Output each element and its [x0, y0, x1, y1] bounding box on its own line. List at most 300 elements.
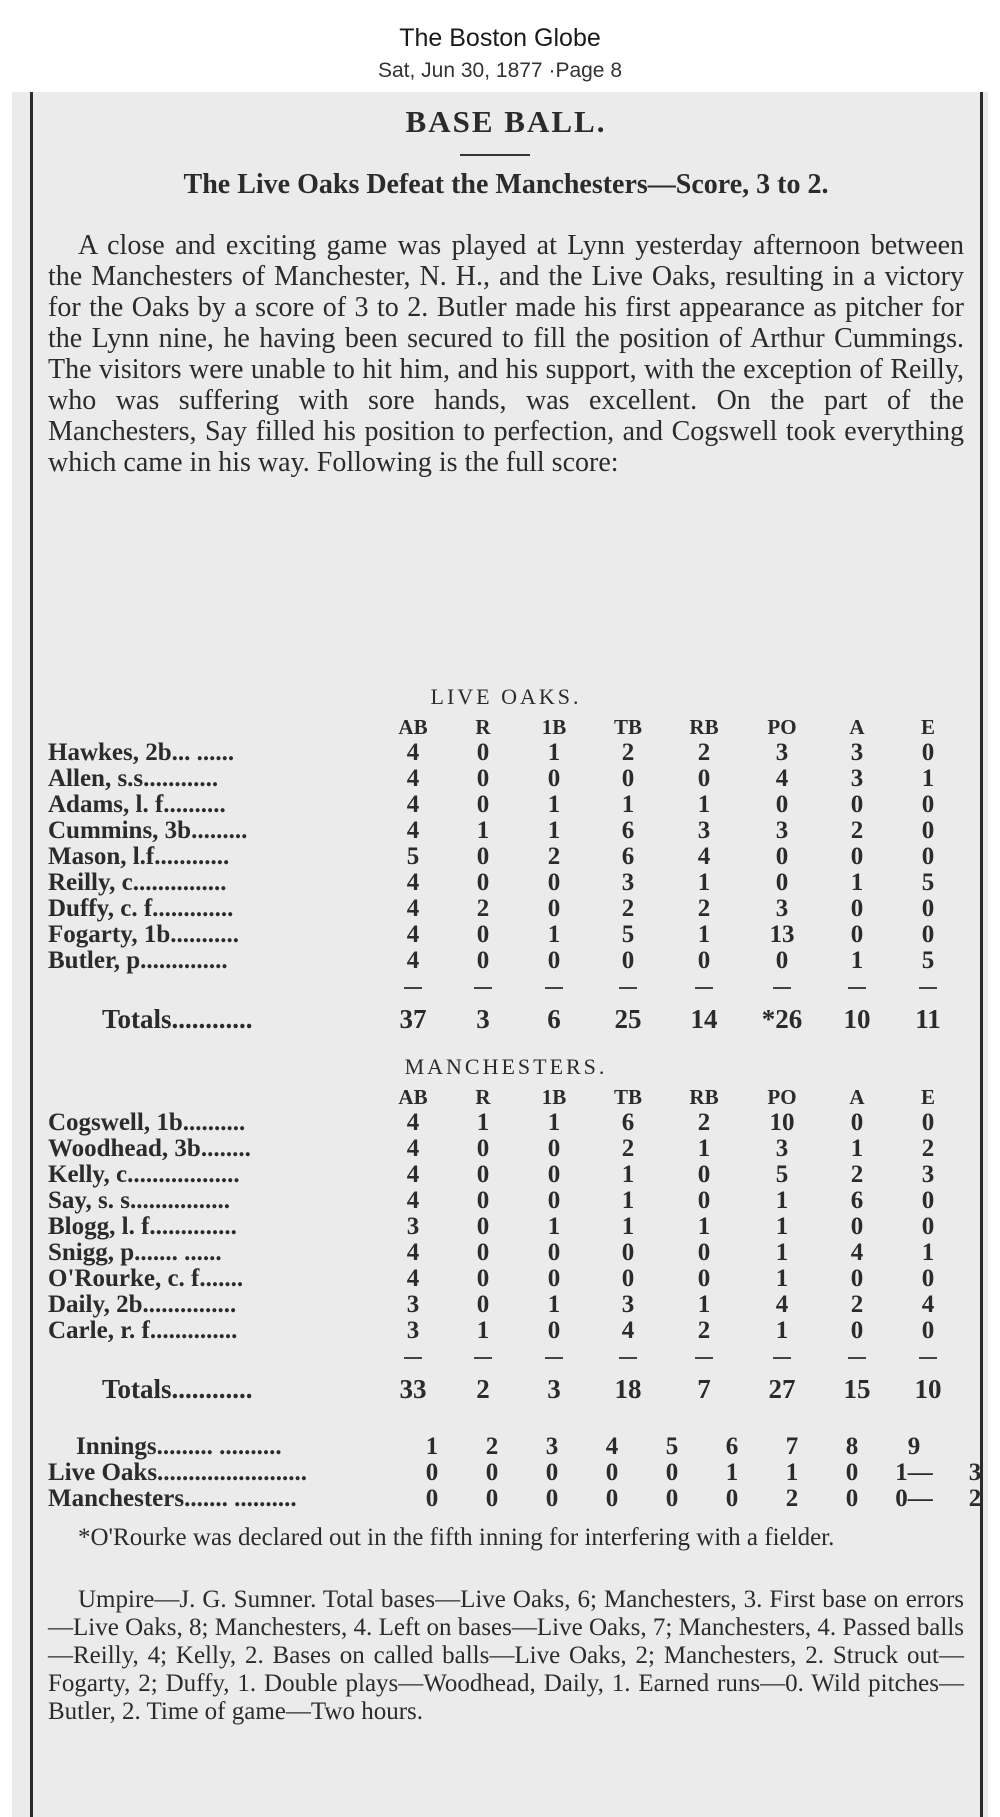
stat-cell: 0 — [547, 1162, 561, 1188]
stat-cell: 6 — [621, 818, 635, 844]
player-row — [48, 1188, 964, 1214]
stat-cell: 0 — [697, 1188, 711, 1214]
inning-cell: 2 — [968, 1486, 982, 1512]
stat-cell: 0 — [850, 792, 864, 818]
dash-mark — [545, 987, 563, 989]
column-header-blank — [48, 1084, 378, 1110]
column-header: TB — [613, 715, 642, 739]
stat-cell: 2 — [476, 896, 490, 922]
player-row — [48, 844, 964, 870]
stat-cell: 0 — [850, 1266, 864, 1292]
stat-cell: 1 — [697, 1136, 711, 1162]
dash-mark — [545, 1357, 563, 1359]
stat-cell: 0 — [621, 948, 635, 974]
player-name: Cummins, 3b......... — [48, 818, 248, 844]
stat-cell: 0 — [697, 1162, 711, 1188]
column-header: TB — [613, 1085, 642, 1109]
inning-cell: 1 — [785, 1460, 799, 1486]
inning-cell: 2 — [785, 1486, 799, 1512]
stat-cell: 0 — [476, 766, 490, 792]
stat-cell: 0 — [921, 844, 935, 870]
stat-cell: 1 — [697, 1214, 711, 1240]
dash-cell — [666, 1344, 742, 1370]
dash-mark — [695, 1357, 713, 1359]
stat-cell: 1 — [850, 948, 864, 974]
inning-cell: 3 — [968, 1460, 982, 1486]
inning-cell: 0 — [425, 1486, 439, 1512]
dash-mark — [474, 987, 492, 989]
inning-cell: 0— — [895, 1486, 933, 1512]
player-name: Reilly, c............... — [48, 870, 227, 896]
stat-cell: 0 — [547, 1240, 561, 1266]
dash-mark — [773, 1357, 791, 1359]
footnote-text: *O'Rourke was declared out in the fifth inning for interfering with a fielder. — [78, 1524, 835, 1551]
stat-cell: 4 — [406, 818, 420, 844]
inning-cell: 9 — [907, 1434, 921, 1460]
stat-cell: 6 — [850, 1188, 864, 1214]
stat-cell: 5 — [921, 948, 935, 974]
game-summary — [48, 1586, 964, 1726]
stat-cell: 0 — [547, 948, 561, 974]
dash-mark — [619, 1357, 637, 1359]
dash-cell — [378, 974, 448, 1000]
stat-cell: 0 — [547, 1188, 561, 1214]
totals-label: Totals............ — [102, 1004, 253, 1032]
totals-cell: 11 — [915, 1004, 941, 1032]
stat-cell: 5 — [621, 922, 635, 948]
manchesters-line-row — [48, 1486, 1000, 1512]
inning-cell: 1— — [895, 1460, 933, 1486]
player-name: Say, s. s................ — [48, 1188, 230, 1214]
player-row — [48, 1318, 964, 1344]
stat-cell: 0 — [850, 844, 864, 870]
live-oaks-line-row — [48, 1460, 1000, 1486]
totals-cell: 33 — [399, 1374, 427, 1402]
column-header: RB — [689, 1085, 719, 1109]
column-header: A — [849, 715, 865, 739]
stat-cell: 4 — [697, 844, 711, 870]
dash-cell — [892, 974, 964, 1000]
stat-cell: 1 — [921, 766, 935, 792]
live-oaks-line-label: Live Oaks........................ — [48, 1460, 308, 1486]
dash-mark — [404, 1357, 422, 1359]
dash-row — [48, 1344, 964, 1370]
inning-cell: 0 — [845, 1486, 859, 1512]
stat-cell: 0 — [850, 1214, 864, 1240]
column-header: R — [475, 1085, 491, 1109]
stat-cell: 0 — [621, 1240, 635, 1266]
publication-title: The Boston Globe — [399, 24, 601, 52]
column-header-row — [48, 1084, 964, 1110]
column-header: AB — [398, 715, 428, 739]
inning-cell: 2 — [485, 1434, 499, 1460]
article-headline: BASE BALL. — [405, 104, 607, 139]
footnote — [48, 1524, 964, 1552]
stat-cell: 2 — [621, 896, 635, 922]
column-header: PO — [767, 1085, 797, 1109]
column-header-blank — [48, 714, 378, 740]
article-paragraph: A close and exciting game was played at Lynn yesterday afternoon between the Manchesters of Manchester, N. H., and the Live Oaks, resulting in a victory for the Oaks by a score of 3 to 2. Butler made his first appearance as pitcher for the Lynn nine, he having been secured to fill the position of Arthur Cummings. The visitors were unable to hit him, and his support, with the exception of Reilly, who was suffering with sore hands, was excellent. On the part of the Manchesters, Say filled his position to perfection, and Cogswell took everything which came in his way. Following is the full score: — [48, 230, 964, 478]
stat-cell: 2 — [697, 1110, 711, 1136]
stat-cell: 0 — [921, 1318, 935, 1344]
article-subhead: The Live Oaks Defeat the Manchesters—Score, 3 to 2. — [183, 169, 829, 200]
stat-cell: 1 — [850, 1136, 864, 1162]
column-header: PO — [767, 715, 797, 739]
inning-cell: 8 — [845, 1434, 859, 1460]
stat-cell: 4 — [406, 870, 420, 896]
stat-cell: 0 — [850, 1318, 864, 1344]
column-header: E — [920, 715, 935, 739]
inning-cell: 0 — [725, 1486, 739, 1512]
stat-cell: 2 — [621, 1136, 635, 1162]
column-header: A — [849, 1085, 865, 1109]
player-row — [48, 1162, 964, 1188]
stat-cell: 4 — [406, 1266, 420, 1292]
column-rule-left — [30, 92, 33, 1817]
column-header: RB — [689, 715, 719, 739]
stat-cell: 1 — [547, 818, 561, 844]
stat-cell: 4 — [406, 1162, 420, 1188]
stat-cell: 0 — [476, 844, 490, 870]
totals-cell: 14 — [690, 1004, 718, 1032]
player-name: Butler, p.............. — [48, 948, 228, 974]
player-name: Cogswell, 1b.......... — [48, 1110, 246, 1136]
player-row — [48, 818, 964, 844]
stat-cell: 0 — [547, 1136, 561, 1162]
dash-cell — [822, 974, 892, 1000]
stat-cell: 4 — [406, 896, 420, 922]
player-name: Duffy, c. f............. — [48, 896, 234, 922]
stat-cell: 1 — [547, 1292, 561, 1318]
totals-cell: 6 — [547, 1004, 561, 1032]
stat-cell: 3 — [406, 1292, 420, 1318]
stat-cell: 1 — [621, 1162, 635, 1188]
stat-cell: 1 — [850, 870, 864, 896]
stat-cell: 5 — [775, 1162, 789, 1188]
stat-cell: 1 — [476, 1110, 490, 1136]
totals-cell: 3 — [547, 1374, 561, 1402]
inning-cell: 0 — [845, 1460, 859, 1486]
dash-mark — [919, 1357, 937, 1359]
stat-cell: 4 — [406, 922, 420, 948]
inning-cell: 3 — [545, 1434, 559, 1460]
stat-cell: 1 — [547, 1214, 561, 1240]
dash-mark — [619, 987, 637, 989]
stat-cell: 6 — [621, 844, 635, 870]
inning-cell: 0 — [665, 1460, 679, 1486]
totals-cell: 37 — [399, 1004, 427, 1032]
page-header — [0, 0, 1000, 92]
live-oaks-heading: LIVE OAKS. — [430, 684, 582, 709]
stat-cell: 0 — [697, 766, 711, 792]
column-header: R — [475, 715, 491, 739]
stat-cell: 1 — [775, 1188, 789, 1214]
manchesters-box-score — [48, 1084, 964, 1402]
stat-cell: 1 — [697, 1292, 711, 1318]
totals-row — [48, 1370, 964, 1402]
player-row — [48, 792, 964, 818]
totals-cell: 18 — [614, 1374, 642, 1402]
player-name: O'Rourke, c. f....... — [48, 1266, 244, 1292]
stat-cell: 4 — [775, 1292, 789, 1318]
stat-cell: 0 — [921, 818, 935, 844]
publication-date-page: Sat, Jun 30, 1877 ·Page 8 — [377, 59, 622, 82]
column-header: 1B — [541, 1085, 567, 1109]
stat-cell: 3 — [621, 1292, 635, 1318]
manchesters-line-label: Manchesters....... .......... — [48, 1486, 297, 1512]
stat-cell: 3 — [850, 766, 864, 792]
stat-cell: 3 — [406, 1318, 420, 1344]
player-row — [48, 870, 964, 896]
stat-cell: 13 — [769, 922, 795, 948]
player-row — [48, 1110, 964, 1136]
stat-cell: 0 — [476, 1240, 490, 1266]
inning-cell: 0 — [605, 1486, 619, 1512]
dash-mark — [474, 1357, 492, 1359]
stat-cell: 3 — [406, 1214, 420, 1240]
totals-cell: *26 — [761, 1004, 803, 1032]
stat-cell: 0 — [921, 1214, 935, 1240]
totals-cell: 7 — [697, 1374, 711, 1402]
player-name: Kelly, c.................. — [48, 1162, 240, 1188]
stat-cell: 0 — [476, 1292, 490, 1318]
stat-cell: 0 — [921, 922, 935, 948]
stat-cell: 0 — [775, 948, 789, 974]
inning-cell: 6 — [725, 1434, 739, 1460]
player-row — [48, 922, 964, 948]
stat-cell: 0 — [850, 1110, 864, 1136]
stat-cell: 0 — [547, 896, 561, 922]
totals-cell: 10 — [843, 1004, 871, 1032]
inning-cell: 0 — [485, 1486, 499, 1512]
stat-cell: 0 — [697, 1266, 711, 1292]
column-header: E — [920, 1085, 935, 1109]
stat-cell: 0 — [697, 1240, 711, 1266]
dash-cell — [518, 974, 590, 1000]
stat-cell: 4 — [406, 766, 420, 792]
inning-cell: 1 — [425, 1434, 439, 1460]
inning-cell: 0 — [425, 1460, 439, 1486]
player-row — [48, 1292, 964, 1318]
stat-cell: 1 — [775, 1266, 789, 1292]
dash-cell — [666, 974, 742, 1000]
stat-cell: 3 — [850, 740, 864, 766]
stat-cell: 0 — [476, 792, 490, 818]
stat-cell: 0 — [476, 870, 490, 896]
dash-cell — [448, 1344, 518, 1370]
totals-cell: 10 — [914, 1374, 942, 1402]
inning-cell: 0 — [605, 1460, 619, 1486]
live-oaks-box-score — [48, 714, 964, 1032]
player-row — [48, 948, 964, 974]
column-header: 1B — [541, 715, 567, 739]
dash-mark — [773, 987, 791, 989]
inning-cell: 1 — [725, 1460, 739, 1486]
stat-cell: 2 — [547, 844, 561, 870]
totals-cell: 25 — [614, 1004, 642, 1032]
stat-cell: 3 — [697, 818, 711, 844]
stat-cell: 0 — [921, 896, 935, 922]
stat-cell: 0 — [921, 1266, 935, 1292]
dash-row — [48, 974, 964, 1000]
dash-cell — [448, 974, 518, 1000]
manchesters-heading: MANCHESTERS. — [404, 1054, 608, 1079]
totals-label: Totals............ — [102, 1374, 253, 1402]
inning-cell: 4 — [605, 1434, 619, 1460]
stat-cell: 0 — [476, 1136, 490, 1162]
stat-cell: 1 — [697, 792, 711, 818]
stat-cell: 0 — [775, 792, 789, 818]
stat-cell: 5 — [921, 870, 935, 896]
headline-rule — [460, 154, 530, 156]
stat-cell: 0 — [547, 1266, 561, 1292]
stat-cell: 1 — [775, 1240, 789, 1266]
stat-cell: 10 — [769, 1110, 795, 1136]
stat-cell: 1 — [775, 1318, 789, 1344]
stat-cell: 3 — [775, 896, 789, 922]
stat-cell: 1 — [547, 1110, 561, 1136]
stat-cell: 2 — [850, 1162, 864, 1188]
player-name: Adams, l. f.......... — [48, 792, 226, 818]
stat-cell: 1 — [621, 1214, 635, 1240]
stat-cell: 4 — [621, 1318, 635, 1344]
stat-cell: 0 — [476, 1214, 490, 1240]
totals-cell: 27 — [768, 1374, 796, 1402]
player-name: Daily, 2b............... — [48, 1292, 237, 1318]
stat-cell: 5 — [406, 844, 420, 870]
dash-cell — [742, 1344, 822, 1370]
stat-cell: 4 — [406, 792, 420, 818]
player-name: Woodhead, 3b........ — [48, 1136, 251, 1162]
stat-cell: 0 — [921, 1110, 935, 1136]
stat-cell: 1 — [621, 1188, 635, 1214]
dash-cell — [518, 1344, 590, 1370]
player-name: Snigg, p....... ...... — [48, 1240, 222, 1266]
innings-label: Innings......... .......... — [76, 1434, 282, 1460]
dash-mark — [919, 987, 937, 989]
stat-cell: 4 — [406, 740, 420, 766]
stat-cell: 0 — [476, 1188, 490, 1214]
dash-cell — [590, 974, 666, 1000]
dash-cell — [822, 1344, 892, 1370]
inning-cell: 7 — [785, 1434, 799, 1460]
stat-cell: 2 — [697, 740, 711, 766]
stat-cell: 0 — [921, 740, 935, 766]
player-name: Hawkes, 2b... ...... — [48, 740, 235, 766]
stat-cell: 0 — [547, 870, 561, 896]
stat-cell: 2 — [621, 740, 635, 766]
inning-cell: 5 — [665, 1434, 679, 1460]
stat-cell: 1 — [547, 740, 561, 766]
stat-cell: 3 — [775, 818, 789, 844]
stat-cell: 1 — [547, 792, 561, 818]
stat-cell: 3 — [921, 1162, 935, 1188]
player-row — [48, 740, 964, 766]
player-row — [48, 896, 964, 922]
player-name: Carle, r. f.............. — [48, 1318, 238, 1344]
stat-cell: 0 — [921, 792, 935, 818]
player-name: Blogg, l. f.............. — [48, 1214, 237, 1240]
stat-cell: 3 — [621, 870, 635, 896]
stat-cell: 0 — [476, 1266, 490, 1292]
stat-cell: 0 — [850, 922, 864, 948]
stat-cell: 4 — [406, 948, 420, 974]
stat-cell: 1 — [476, 818, 490, 844]
innings-line-score — [48, 1434, 1000, 1512]
stat-cell: 4 — [775, 766, 789, 792]
player-row — [48, 1214, 964, 1240]
stat-cell: 1 — [775, 1214, 789, 1240]
game-summary-text: Umpire—J. G. Sumner. Total bases—Live Oaks, 6; Manchesters, 3. First base on errors—Live Oaks, 8; Manchesters, 4. Left on bases—Live Oaks, 7; Manchesters, 4. Passed balls—Reilly, 4; Kelly, 2. Bases on called balls—Live Oaks, 2; Manchesters, 2. Struck out—Fogarty, 2; Duffy, 1. Double plays—Woodhead, Daily, 1. Earned runs—0. Wild pitches—Butler, 2. Time of game—Two hours. — [48, 1586, 964, 1725]
dash-blank — [48, 974, 378, 1000]
stat-cell: 1 — [921, 1240, 935, 1266]
dash-cell — [892, 1344, 964, 1370]
stat-cell: 4 — [921, 1292, 935, 1318]
stat-cell: 2 — [850, 1292, 864, 1318]
dash-blank — [48, 1344, 378, 1370]
stat-cell: 2 — [697, 1318, 711, 1344]
stat-cell: 4 — [850, 1240, 864, 1266]
dash-cell — [742, 974, 822, 1000]
article-body — [48, 230, 964, 478]
stat-cell: 4 — [406, 1188, 420, 1214]
stat-cell: 4 — [406, 1110, 420, 1136]
stat-cell: 1 — [547, 922, 561, 948]
stat-cell: 0 — [476, 1162, 490, 1188]
column-rule-right — [980, 92, 983, 1817]
newspaper-clipping — [12, 92, 988, 1817]
player-row — [48, 766, 964, 792]
inning-cell: 0 — [545, 1460, 559, 1486]
player-row — [48, 1240, 964, 1266]
stat-cell: 2 — [850, 818, 864, 844]
stat-cell: 0 — [621, 766, 635, 792]
stat-cell: 4 — [406, 1240, 420, 1266]
stat-cell: 0 — [476, 740, 490, 766]
stat-cell: 0 — [547, 1318, 561, 1344]
inning-cell: 0 — [665, 1486, 679, 1512]
player-name: Allen, s.s............ — [48, 766, 219, 792]
inning-cell: 0 — [485, 1460, 499, 1486]
player-row — [48, 1266, 964, 1292]
stat-cell: 4 — [406, 1136, 420, 1162]
totals-cell: 2 — [476, 1374, 490, 1402]
column-header: AB — [398, 1085, 428, 1109]
stat-cell: 1 — [697, 870, 711, 896]
stat-cell: 0 — [921, 1188, 935, 1214]
dash-cell — [378, 1344, 448, 1370]
dash-mark — [848, 987, 866, 989]
dash-mark — [404, 987, 422, 989]
stat-cell: 1 — [621, 792, 635, 818]
dash-cell — [590, 1344, 666, 1370]
stat-cell: 3 — [775, 1136, 789, 1162]
stat-cell: 0 — [775, 844, 789, 870]
dash-mark — [848, 1357, 866, 1359]
totals-row — [48, 1000, 964, 1032]
stat-cell: 1 — [697, 922, 711, 948]
stat-cell: 2 — [697, 896, 711, 922]
stat-cell: 0 — [476, 948, 490, 974]
stat-cell: 0 — [621, 1266, 635, 1292]
stat-cell: 0 — [697, 948, 711, 974]
totals-cell: 15 — [843, 1374, 871, 1402]
inning-cell: 0 — [545, 1486, 559, 1512]
totals-cell: 3 — [476, 1004, 490, 1032]
stat-cell: 1 — [476, 1318, 490, 1344]
stat-cell: 0 — [476, 922, 490, 948]
stat-cell: 2 — [921, 1136, 935, 1162]
